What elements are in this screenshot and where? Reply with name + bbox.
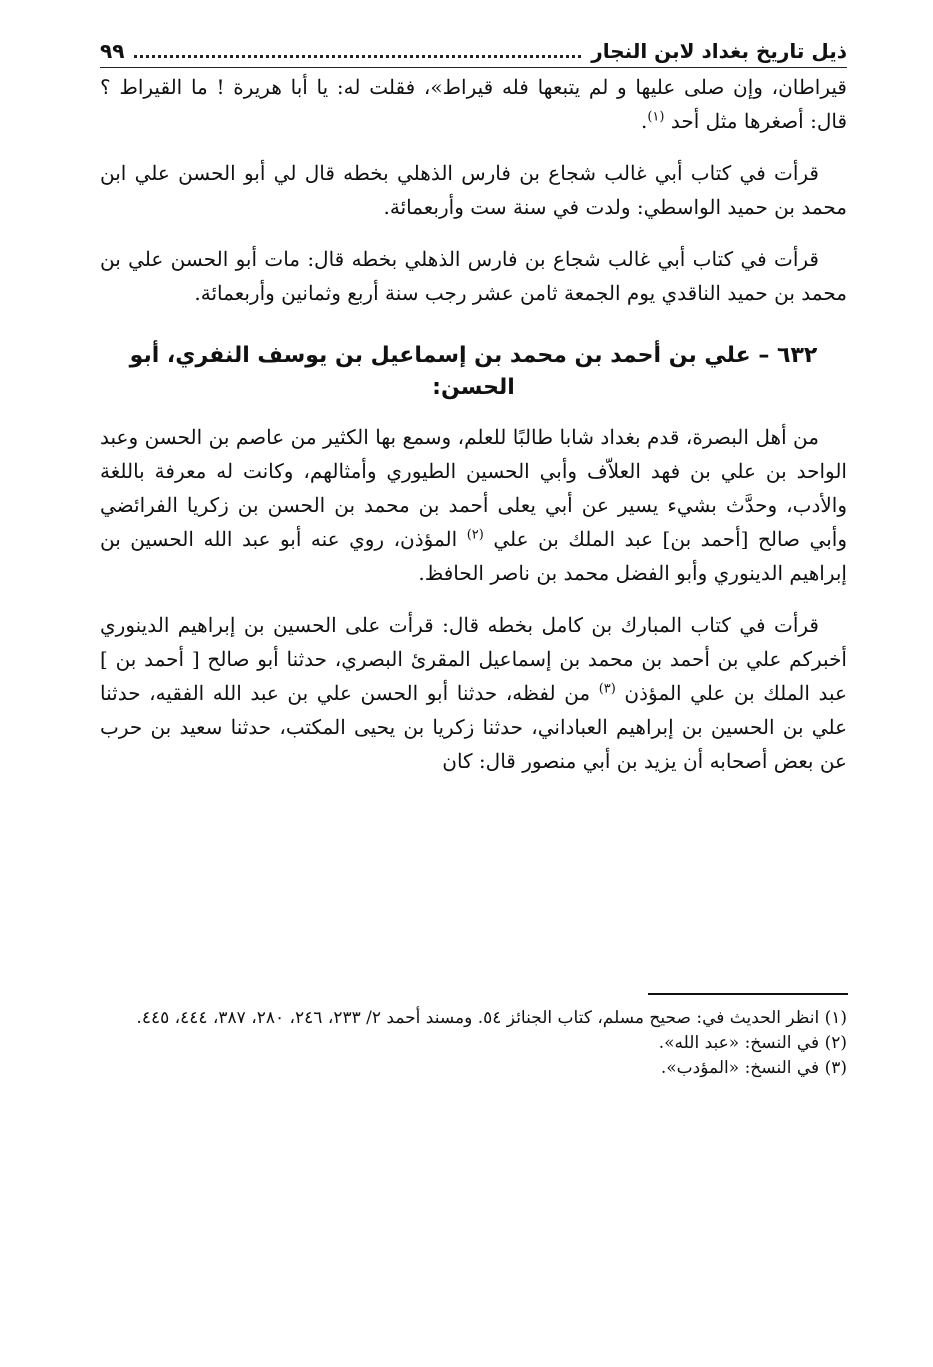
footnote-ref-1[interactable]: (١) [647,109,665,125]
paragraph [100,420,847,590]
footnote-2: (٢) في النسخ: «عبد الله». [658,1033,847,1053]
page-number: ٩٩ [100,39,125,63]
footnote-separator [648,993,848,995]
footnote-ref-2[interactable]: (٢) [466,527,484,543]
paragraph-text: . [640,109,648,133]
footnotes [100,1006,847,1081]
entry-heading: ٦٣٢ – علي بن أحمد بن محمد بن إسماعيل بن يوسف النفري، أبو الحسن: [129,343,818,400]
paragraph-text: من لفظه، حدثنا أبو الحسن علي بن عبد الله الفقيه، حدثنا علي بن الحسين بن إبراهيم العباداني، حدثنا زكريا بن يحيى المكتب، حدثنا سعيد بن حرب عن بعض أصحابه أن يزيد بن أبي منصور قال: كان [100,681,847,773]
paragraph-text: قرأت في كتاب المبارك بن كامل بخطه قال: قرأت على الحسين بن إبراهيم الدينوري أخبركم علي بن أحمد بن محمد بن إسماعيل المقرئ البصري، حدثنا أبو صالح [ أحمد بن ] عبد الملك بن علي المؤذن [100,613,847,705]
paragraph-text: من أهل البصرة، قدم بغداد شابا طالبًا للعلم، وسمع بها الكثير من عاصم بن الحسن وعبد الواحد بن علي بن فهد العلاّف وأبي الحسين الطيوري وأمثالهم، وكانت له معرفة باللغة والأدب، وحدَّث بشيء يسير عن أبي يعلى أحمد بن محمد بن الحسن بن زكريا الفرائضي وأبي صالح [أحمد بن] عبد الملك بن علي [100,425,847,551]
main-text [100,70,847,778]
footnote-3: (٣) في النسخ: «المؤدب». [660,1058,847,1078]
paragraph: قرأت في كتاب أبي غالب شجاع بن فارس الذهلي بخطه قال لي أبو الحسن علي ابن محمد بن حميد الواسطي: ولدت في سنة ست وأربعمائة. [100,161,847,219]
book-title: ذيل تاريخ بغداد لابن النجار [591,39,847,63]
footnote-1: (١) انظر الحديث في: صحيح مسلم، كتاب الجنائز ٥٤. ومسند أحمد ٢/ ٢٣٣، ٢٤٦، ٢٨٠، ٣٨٧، ٤٤٤، ٤٤٥. [136,1008,847,1028]
running-header [100,33,847,63]
paragraph-text: قيراطان، وإن صلى عليها و لم يتبعها فله قيراط»، فقلت له: يا أبا هريرة ! ما القيراط ؟ قال: أصغرها مثل أحد [100,75,847,133]
header-leader-dots [134,55,581,58]
paragraph [100,608,847,778]
paragraph [100,70,847,138]
paragraph-text: المؤذن، روي عنه أبو عبد الله الحسين بن إبراهيم الدينوري وأبو الفضل محمد بن ناصر الحافظ. [100,527,847,585]
paragraph: قرأت في كتاب أبي غالب شجاع بن فارس الذهلي بخطه قال: مات أبو الحسن علي بن محمد بن حميد الناقدي يوم الجمعة ثامن عشر رجب سنة أربع وثمانين وأربعمائة. [100,247,847,305]
header-rule [100,67,847,68]
footnote-ref-3[interactable]: (٣) [598,681,616,697]
